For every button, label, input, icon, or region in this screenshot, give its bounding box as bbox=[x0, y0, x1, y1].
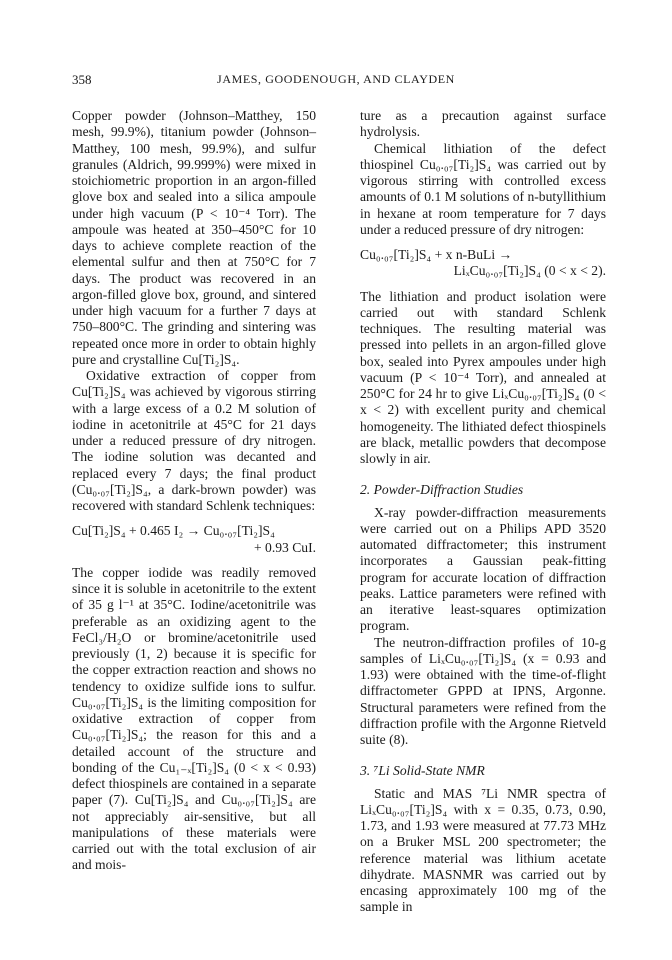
equation-lithiation bbox=[360, 247, 606, 280]
paragraph-chemical-lithiation: Chemical lithiation of the defect thiospinel Cu₀.₀₇[Ti₂]S₄ was carried out by vigorous stirring with controlled excess amounts of 0.1 M solutions of n-butyllithium in hexane at room temperature for 7 days under a reduced pressure of dry nitrogen: bbox=[360, 140, 606, 237]
section-heading-powder-diffraction: 2. Powder-Diffraction Studies bbox=[360, 482, 524, 498]
equation-line-1: Cu₀.₀₇[Ti₂]S₄ + x n-BuLi → bbox=[360, 247, 513, 262]
paragraph-copper-iodide: The copper iodide was readily removed since it is soluble in acetonitrile to the extent of 35 g l⁻¹ at 35°C. Iodine/acetonitrile was preferable as an oxidizing agent to the FeCl₃/H₂O or bromine/acetonitrile used previously (1, 2) because it is specific for the copper extraction reaction and shows no tendency to oxidize sulfide ions to sulfur. Cu₀.₀₇[Ti₂]S₄ is the limiting composition for oxidative extraction of copper from Cu₀.₀₇[Ti₂]S₄; the reason for this and a detailed account of the structure and bonding of the Cu₁₋ₓ[Ti₂]S₄ (0 < x < 0.93) defect thiospinels are contained in a separate paper (7). Cu[Ti₂]S₄ and Cu₀.₀₇[Ti₂]S₄ are not appreciably air-sensitive, but all manipulations of these materials were carried out with the total exclusion of air and mois- bbox=[72, 564, 316, 873]
section-heading-li-nmr: 3. ⁷Li Solid-State NMR bbox=[360, 763, 485, 779]
paragraph-product-isolation: The lithiation and product isolation were carried out with standard Schlenk techniques. The resulting material was pressed into pellets in an argon-filled glove box, sealed into Pyrex ampoules under high vacuum (P < 10⁻⁴ Torr), and annealed at 250°C for 24 hr to give LiₓCu₀.₀₇[Ti₂]S₄ (0 < x < 2) with excellent purity and chemical homogeneity. The lithiated defect thiospinels are black, metallic powders that decompose slowly in air. bbox=[360, 288, 606, 466]
paragraph-xray-diffraction: X-ray powder-diffraction measurements were carried out on a Philips APD 3520 automated diffractometer; this instrument incorporates a Gaussian peak-fitting program for accurate location of diffraction peaks. Lattice parameters were refined with an iterative least-squares optimization program. bbox=[360, 504, 606, 634]
paragraph-nmr-measurements: Static and MAS ⁷Li NMR spectra of LiₓCu₀.₀₇[Ti₂]S₄ with x = 0.35, 0.73, 0.90, 1.73, and 1.93 were measured at 77.73 MHz on a Bruker MSL 200 spectrometer; the reference material was lithium acetate dihydrate. MASNMR was carried out by encasing approximately 100 mg of the sample in bbox=[360, 785, 606, 915]
paragraph-continuation: ture as a precaution against surface hydrolysis. bbox=[360, 108, 606, 140]
equation-line-1: Cu[Ti₂]S₄ + 0.465 I₂ → Cu₀.₀₇[Ti₂]S₄ bbox=[72, 523, 275, 539]
right-column bbox=[360, 108, 606, 916]
paragraph-neutron-diffraction: The neutron-diffraction profiles of 10-g samples of LiₓCu₀.₀₇[Ti₂]S₄ (x = 0.93 and 1.93) were obtained with the time-of-flight diffractometer GPPD at IPNS, Argonne. Structural parameters were refined from the diffraction profile with the Argonne Rietveld suite (8). bbox=[360, 634, 606, 747]
paragraph-synthesis: Copper powder (Johnson–Matthey, 150 mesh, 99.9%), titanium powder (Johnson–Matthey, 100 mesh, 99.9%), and sulfur granules (Aldrich, 99.999%) were mixed in stoichiometric proportion in an argon-filled glove box and sealed into a silica ampoule under high vacuum (P < 10⁻⁴ Torr). The ampoule was heated at 350–450°C for 10 days to achieve complete reaction of the elemental sulfur and then at 750°C for 7 days. The product was recovered in an argon-filled glove box, ground, and sintered under high vacuum for a further 7 days at 750–800°C. The grinding and sintering was repeated once more in order to obtain highly pure and crystalline Cu[Ti₂]S₄. bbox=[72, 108, 316, 367]
equation-line-2: + 0.93 CuI. bbox=[253, 539, 316, 555]
paragraph-oxidative-extraction: Oxidative extraction of copper from Cu[Ti₂]S₄ was achieved by vigorous stirring with a large excess of a 0.2 M solution of iodine in acetonitrile at 45°C for 21 days under a reduced pressure of dry nitrogen. The iodine solution was decanted and replaced every 7 days; the final product (Cu₀.₀₇[Ti₂]S₄, a dark-brown powder) was recovered with standard Schlenk techniques: bbox=[72, 368, 316, 513]
page-header bbox=[72, 72, 600, 90]
left-column bbox=[72, 108, 316, 874]
page-number: 358 bbox=[72, 72, 92, 87]
equation-copper-extraction bbox=[72, 523, 316, 556]
equation-line-2: LiₓCu₀.₀₇[Ti₂]S₄ (0 < x < 2). bbox=[453, 263, 606, 279]
running-head: JAMES, GOODENOUGH, AND CLAYDEN bbox=[217, 72, 455, 86]
